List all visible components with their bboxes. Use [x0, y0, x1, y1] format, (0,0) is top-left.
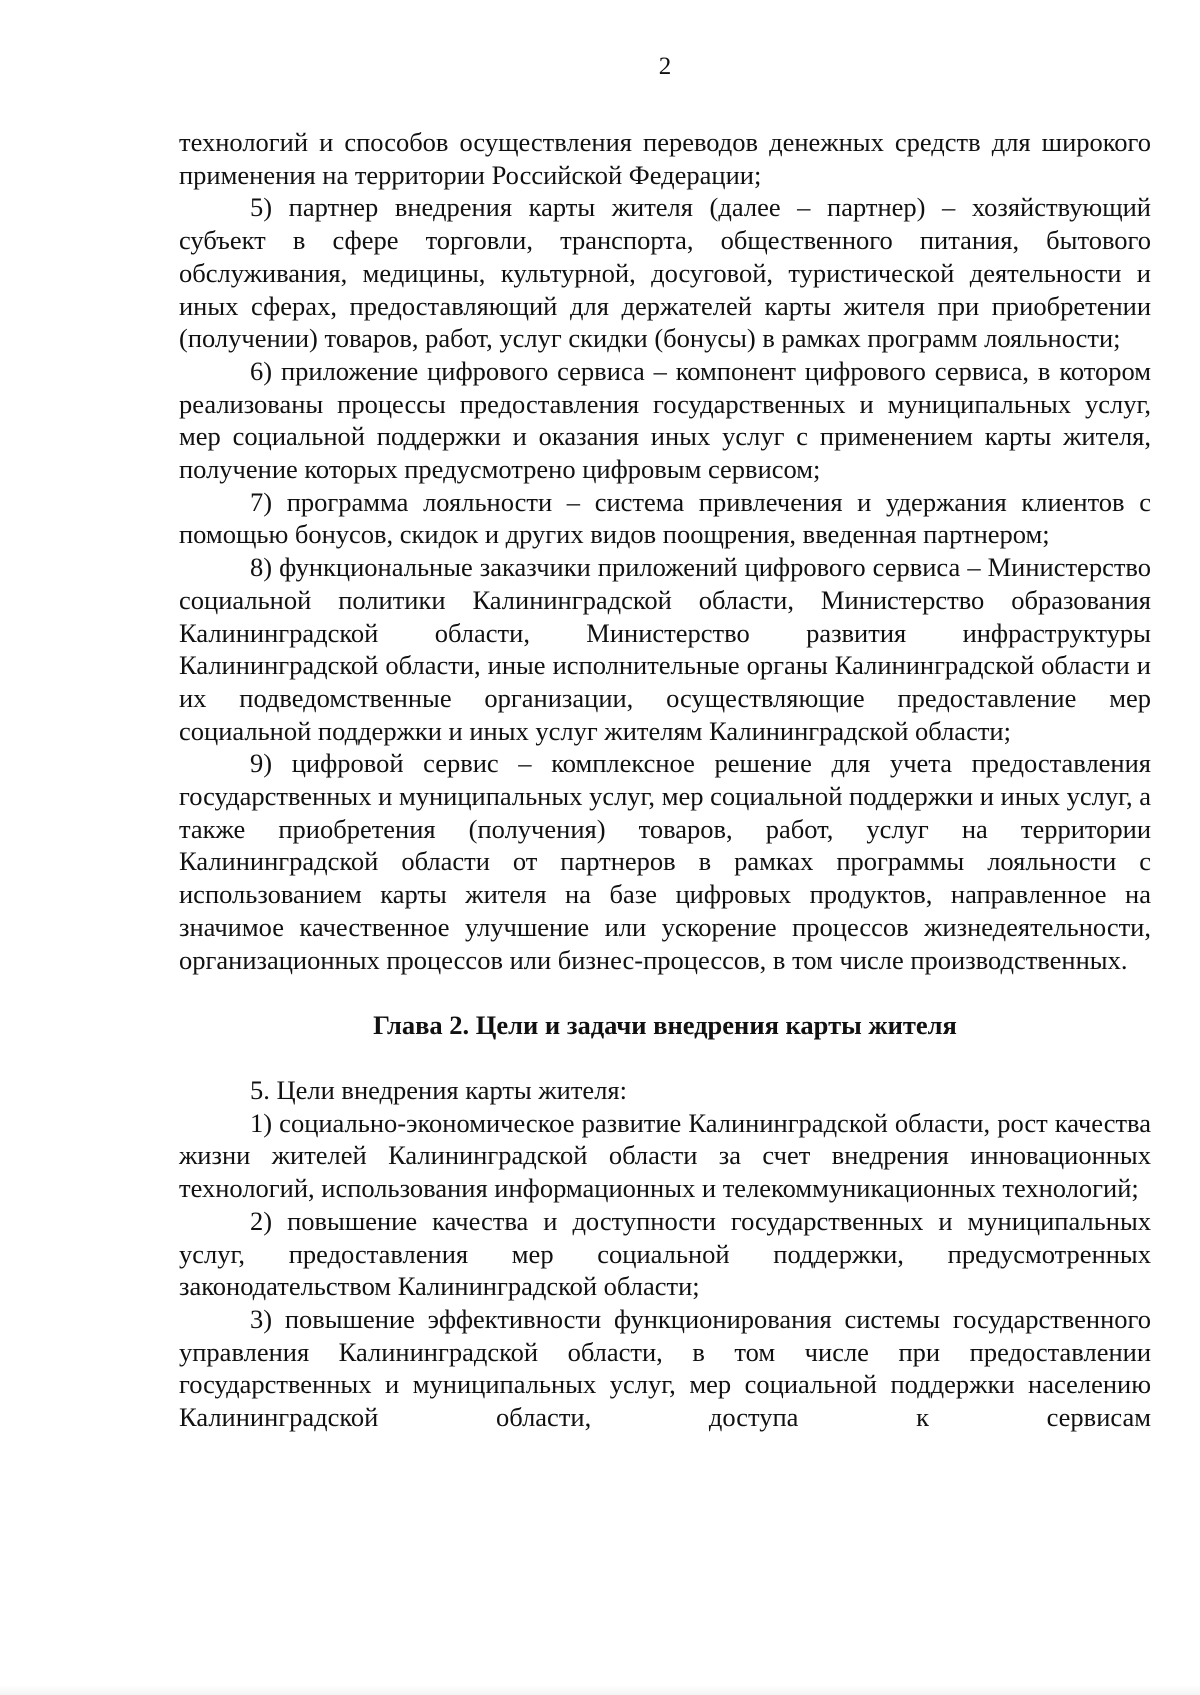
paragraph-goal-3: 3) повышение эффективности функционирования системы государственного управления Калининградской области, в том числе при предоставлении государственных и муниципальных услуг, мер социальной поддержки населению Калининградской области, доступа к сервисам: [179, 1303, 1151, 1433]
paragraph-definition-7: 7) программа лояльности – система привлечения и удержания клиентов с помощью бонусов, скидок и других видов поощрения, введенная партнером;: [179, 486, 1151, 550]
paragraph-definition-6: 6) приложение цифрового сервиса – компонент цифрового сервиса, в котором реализованы процессы предоставления государственных и муниципальных услуг, мер социальной поддержки и оказания иных услуг с применением карты жителя, получение которых предусмотрено цифровым сервисом;: [179, 355, 1151, 485]
scan-edge-shadow: [0, 1685, 1200, 1695]
definitions-section: [179, 126, 1151, 976]
document-body: [179, 126, 1151, 1434]
chapter-heading: Глава 2. Цели и задачи внедрения карты жителя: [373, 1010, 957, 1041]
paragraph-definition-4-continued: технологий и способов осуществления переводов денежных средств для широкого применения на территории Российской Федерации;: [179, 127, 1151, 190]
paragraph-definition-8: 8) функциональные заказчики приложений цифрового сервиса – Министерство социальной политики Калининградской области, Министерство образования Калининградской области, Министерство развития инфраструктуры Калининградской области, иные исполнительные органы Калининградской области и их подведомственные организации, осуществляющие предоставление мер социальной поддержки и иных услуг жителям Калининградской области;: [179, 552, 1151, 746]
page-number: 2: [658, 53, 672, 80]
paragraph-goal-1: 1) социально-экономическое развитие Калининградской области, рост качества жизни жителей Калининградской области за счет внедрения инновационных технологий, использования информационных и телекоммуникационных технологий;: [179, 1107, 1151, 1204]
paragraph-goal-2: 2) повышение качества и доступности государственных и муниципальных услуг, предоставления мер социальной поддержки, предусмотренных законодательством Калининградской области;: [179, 1205, 1151, 1302]
paragraph-goals-intro: 5. Цели внедрения карты жителя:: [250, 1074, 627, 1105]
paragraph-definition-5: 5) партнер внедрения карты жителя (далее – партнер) – хозяйствующий субъект в сфере торговли, транспорта, общественного питания, бытового обслуживания, медицины, культурной, досуговой, туристической деятельности и иных сферах, предоставляющий для держателей карты жителя при приобретении (получении) товаров, работ, услуг скидки (бонусы) в рамках программ лояльности;: [179, 192, 1151, 354]
paragraph-definition-9: 9) цифровой сервис – комплексное решение для учета предоставления государственных и муниципальных услуг, мер социальной поддержки и иных услуг, а также приобретения (получения) товаров, работ, услуг на территории Калининградской области от партнеров в рамках программы лояльности с использованием карты жителя на базе цифровых продуктов, направленное на значимое качественное улучшение или ускорение процессов жизнедеятельности, организационных процессов или бизнес-процессов, в том числе производственных.: [179, 748, 1151, 975]
goals-section: [179, 1074, 1151, 1434]
